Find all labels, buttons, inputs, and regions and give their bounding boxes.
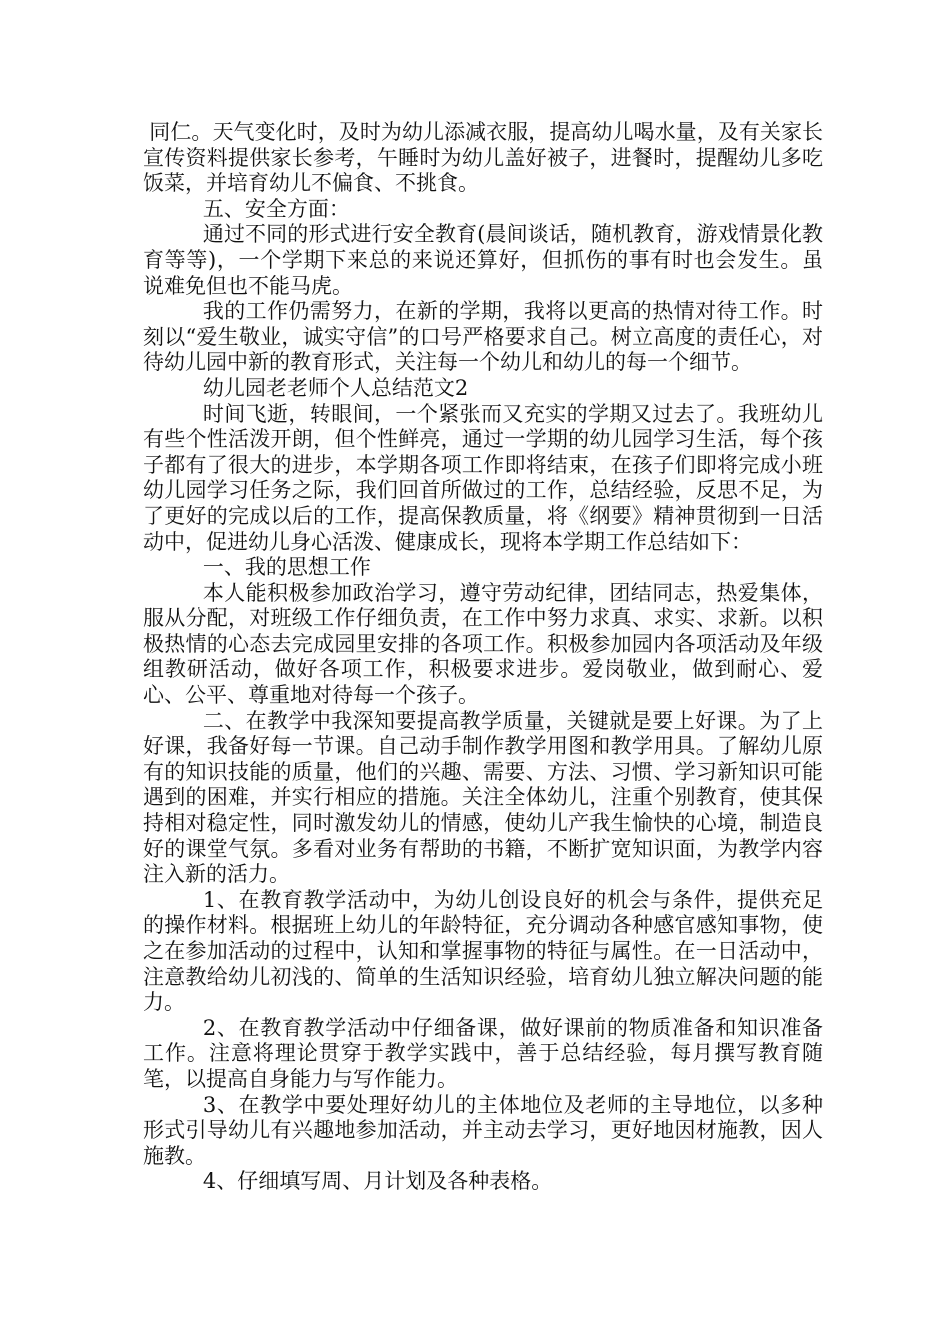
paragraph-thought: 本人能积极参加政治学习，遵守劳动纪律，团结同志，热爱集体，服从分配，对班级工作仔细负责，在工作中努力求真、求实、求新。以积极热情的心态去完成园里安排的各项工作。积极参加园内各项活动及年级组教研活动，做好各项工作，积极要求进步。爱岗敬业，做到耐心、爱心、公平、尊重地对待每一个孩子。 <box>143 580 823 708</box>
paragraph-item-2: 2、在教育教学活动中仔细备课，做好课前的物质准备和知识准备工作。注意将理论贯穿于教学实践中，善于总结经验，每月撰写教育随笔，以提高自身能力与写作能力。 <box>143 1015 823 1091</box>
paragraph-conclusion: 我的工作仍需努力，在新的学期，我将以更高的热情对待工作。时刻以“爱生敬业，诚实守信”的口号严格要求自己。树立高度的责任心，对待幼儿园中新的教育形式，关注每一个幼儿和幼儿的每一个细节。 <box>143 299 823 375</box>
paragraph-teaching: 二、在教学中我深知要提高教学质量，关键就是要上好课。为了上好课，我备好每一节课。自己动手制作教学用图和教学用具。了解幼儿原有的知识技能的质量，他们的兴趣、需要、方法、习惯、学习新知识可能遇到的困难，并实行相应的措施。关注全体幼儿，注重个别教育，使其保持相对稳定性，同时激发幼儿的情感，使幼儿产我生愉快的心境，制造良好的课堂气氛。多看对业务有帮助的书籍，不断扩宽知识面，为教学内容注入新的活力。 <box>143 708 823 887</box>
paragraph-item-3: 3、在教学中要处理好幼儿的主体地位及老师的主导地位，以多种形式引导幼儿有兴趣地参加活动，并主动去学习，更好地因材施教，因人施教。 <box>143 1092 823 1168</box>
paragraph-continuation: 同仁。天气变化时，及时为幼儿添减衣服，提高幼儿喝水量，及有关家长宣传资料提供家长参考，午睡时为幼儿盖好被子，进餐时，提醒幼儿多吃饭菜，并培育幼儿不偏食、不挑食。 <box>143 120 823 196</box>
paragraph-safety: 通过不同的形式进行安全教育(晨间谈话，随机教育，游戏情景化教育等等)，一个学期下来总的来说还算好，但抓伤的事有时也会发生。虽说难免但也不能马虎。 <box>143 222 823 298</box>
article-title-2: 幼儿园老老师个人总结范文2 <box>202 375 469 400</box>
paragraph-intro: 时间飞逝，转眼间，一个紧张而又充实的学期又过去了。我班幼儿有些个性活泼开朗，但个性鲜亮，通过一学期的幼儿园学习生活，每个孩子都有了很大的进步，本学期各项工作即将结束，在孩子们即将完成小班幼儿园学习任务之际，我们回首所做过的工作，总结经验，反思不足，为了更好的完成以后的工作，提高保教质量，将《纲要》精神贯彻到一日活动中，促进幼儿身心活泼、健康成长，现将本学期工作总结如下： <box>143 401 823 554</box>
paragraph-item-1: 1、在教育教学活动中，为幼儿创设良好的机会与条件，提供充足的操作材料。根据班上幼儿的年龄特征，充分调动各种感官感知事物，使之在参加活动的过程中，认知和掌握事物的特征与属性。在一日活动中，注意教给幼儿初浅的、简单的生活知识经验，培育幼儿独立解决问题的能力。 <box>143 887 823 1015</box>
document-body <box>143 120 823 1195</box>
section-heading-safety: 五、安全方面： <box>202 196 350 221</box>
paragraph-item-4: 4、仔细填写周、月计划及各种表格。 <box>202 1169 553 1194</box>
section-heading-thought: 一、我的思想工作 <box>202 555 371 580</box>
